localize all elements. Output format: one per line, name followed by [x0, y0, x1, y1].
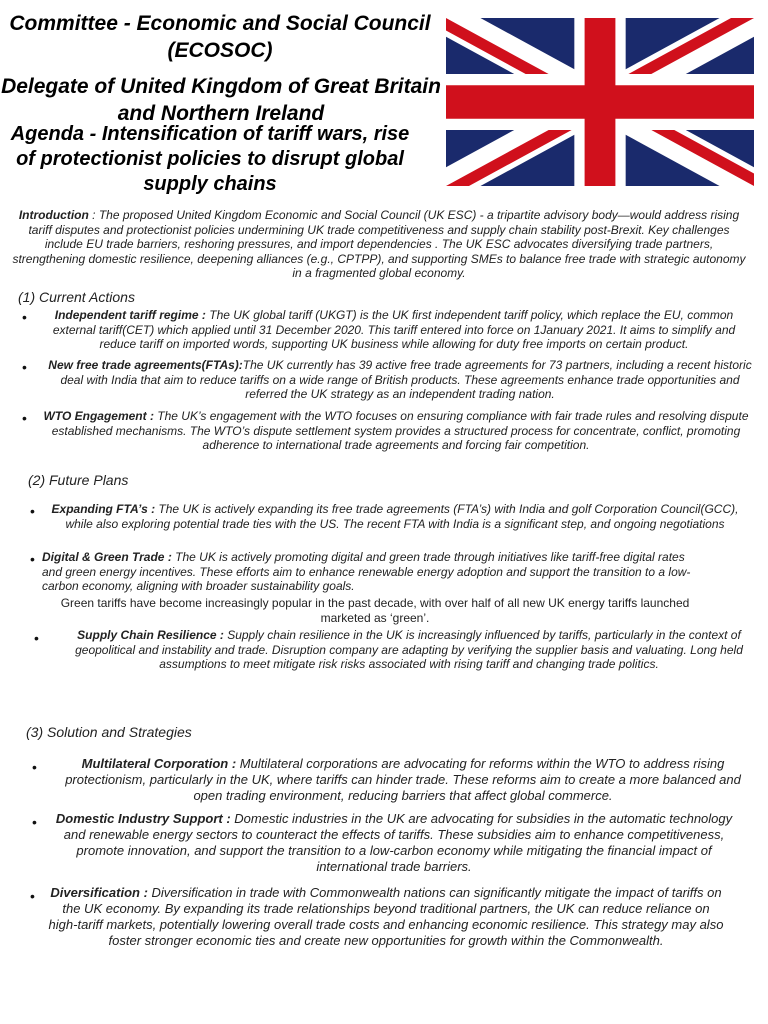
item-text: The UK currently has 39 active free trade agreements for 73 partners, including a recent historic deal with India that aim to reduce tariffs on a wide range of British products. These agreements enhance trade opportunities and referred the UK strategy as an independent trading nation.: [60, 358, 752, 401]
bullet-icon: •: [30, 888, 35, 904]
list-item: [46, 811, 742, 875]
list-item: [36, 308, 752, 352]
item-text: The UK’s engagement with the WTO focuses on ensuring compliance with fair trade rules and resolving dispute established mechanisms. The WTO’s dispute settlement system provides a structured process for concentrate, conflict, promoting adherence to international trade agreements and forcing fair competition.: [51, 409, 749, 452]
delegate-title: Delegate of United Kingdom of Great Britain and Northern Ireland: [1, 75, 441, 125]
item-label: Diversification :: [50, 885, 148, 900]
item-text: The UK is actively promoting digital and green trade through initiatives like tariff-free digital rates and green energy incentives. These efforts aim to enhance renewable energy adoption and support the transition to a low-carbon economy, aligning with broader sustainability goals.: [42, 550, 691, 593]
item-text: The UK is actively expanding its free trade agreements (FTA’s) with India and golf Corporation Council(GCC), while also exploring potential trade ties with the US. The recent FTA with India is a significant step, and ongoing negotiations: [65, 502, 739, 531]
bullet-icon: •: [32, 759, 37, 775]
bullet-icon: •: [30, 503, 35, 519]
solutions-heading: (3) Solution and Strategies: [26, 724, 192, 740]
green-tariffs-note: Green tariffs have become increasingly popular in the past decade, with over half of all new UK energy tariffs launched marketed as ‘green’.: [60, 596, 690, 625]
current-actions-heading: (1) Current Actions: [18, 289, 135, 305]
list-item: [40, 358, 760, 402]
bullet-icon: •: [30, 551, 35, 567]
agenda-title: Agenda - Intensification of tariff wars, rise of protectionist policies to disrupt global supply chains: [10, 123, 410, 195]
list-item: [52, 628, 766, 672]
bullet-icon: •: [22, 359, 27, 375]
bullet-icon: •: [34, 630, 39, 646]
introduction-paragraph: [12, 208, 746, 281]
list-item: [50, 756, 756, 804]
item-text: The UK global tariff (UKGT) is the UK first independent tariff policy, which replace the EU, common external tariff(CET) which applied until 31 December 2020. This tariff entered into force on 1January 2021. It aims to simplify and reduce tariff on imported words, supporting UK business while allowing for duty free imports on certain product.: [52, 308, 736, 351]
item-label: Independent tariff regime :: [54, 308, 206, 322]
item-label: New free trade agreements(FTAs):: [48, 358, 243, 372]
item-label: Multilateral Corporation :: [81, 756, 237, 771]
item-text: Diversification in trade with Commonwealth nations can significantly mitigate the impact of tariffs on the UK economy. By expanding its trade relationships beyond traditional partners, the UK can reduce reliance on high-tariff markets, potentially lowering overall trade costs and enhancing economic resilience. This strategy may also foster stronger economic ties and create new opportunities for growth within the Commonwealth.: [48, 885, 724, 948]
introduction-text: : The proposed United Kingdom Economic and Social Council (UK ESC) - a tripartite advisory body—would address rising tariff disputes and protectionist policies undermining UK trade competitiveness and supply chain stability post-Brexit. Key challenges include EU trade barriers, reshoring pressures, and import dependencies . The UK ESC advocates diversifying trade partners, strengthening domestic resilience, deepening alliances (e.g., CPTPP), and supporting SMEs to balance free trade with strategic autonomy in a fragmented global economy.: [12, 208, 746, 280]
item-label: Domestic Industry Support :: [55, 811, 231, 826]
item-text: Supply chain resilience in the UK is increasingly influenced by tariffs, particularly in the context of geopolitical and instability and trade. Disruption company are adapting by verifying the supplier basis and valuating. Long held assumptions to meet mitigate risk risks associated with rising tariff and changing trade politics.: [75, 628, 743, 671]
bullet-icon: •: [22, 410, 27, 426]
list-item: [42, 550, 702, 594]
list-item: [50, 502, 740, 531]
item-label: Supply Chain Resilience :: [77, 628, 224, 642]
item-label: Digital & Green Trade :: [42, 550, 172, 564]
union-jack-flag-icon: [446, 18, 754, 186]
bullet-icon: •: [32, 814, 37, 830]
bullet-icon: •: [22, 309, 27, 325]
item-text: Domestic industries in the UK are advocating for subsidies in the automatic technology and renewable energy sectors to counteract the effects of tariffs. These subsidies aim to enhance competitiveness, promote innovation, and support the transition to a low-carbon economy while mitigating the financial impact of international trade barriers.: [63, 811, 733, 874]
list-item: [48, 885, 724, 949]
list-item: [36, 409, 756, 453]
future-plans-heading: (2) Future Plans: [28, 472, 129, 488]
committee-title: Committee - Economic and Social Council (ECOSOC): [9, 12, 431, 62]
item-label: Expanding FTA’s :: [51, 502, 156, 516]
item-label: WTO Engagement :: [43, 409, 154, 423]
introduction-label: Introduction: [18, 208, 89, 222]
item-text: Multilateral corporations are advocating for reforms within the WTO to address rising protectionism, particularly in the UK, where tariffs can hinder trade. These reforms aim to create a more balanced and open trading environment, reducing barriers that affect global commerce.: [65, 756, 741, 803]
